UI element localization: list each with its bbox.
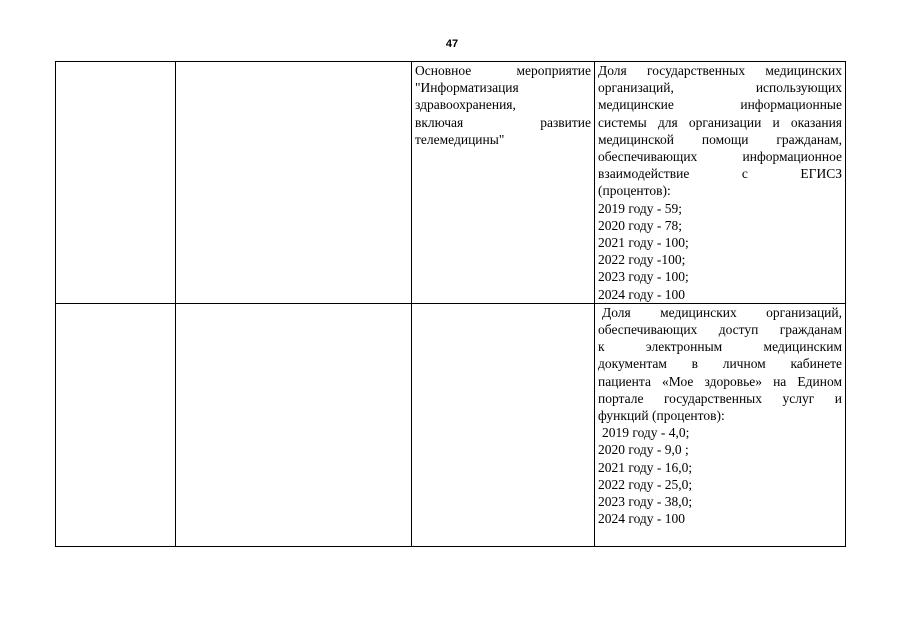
page-number: 47 <box>445 38 459 50</box>
table-cell-activity <box>412 62 595 304</box>
text-line: взаимодействие с ЕГИСЗ <box>598 166 842 182</box>
table-cell-indicator <box>595 62 846 304</box>
text-line: 2019 году - 59; <box>598 200 683 216</box>
table-cell-col2 <box>176 303 412 546</box>
table-cell-indicator <box>595 303 846 546</box>
text-line: "Информатизация <box>415 80 519 96</box>
text-line: 2024 году - 100 <box>598 511 686 527</box>
text-line: документам в личном кабинете <box>598 356 842 372</box>
text-line: телемедицины" <box>415 131 505 147</box>
text-line: обеспечивающих информационное <box>598 149 842 165</box>
table-row <box>56 62 846 304</box>
measures-table <box>55 61 846 547</box>
text-line: портале государственных услуг и <box>598 390 842 406</box>
text-line: медицинские информационные <box>598 97 842 113</box>
text-line: 2023 году - 38,0; <box>598 494 693 510</box>
text-line: функций (процентов): <box>598 408 725 424</box>
text-line: 2023 году - 100; <box>598 269 689 285</box>
text-line: пациента «Мое здоровье» на Едином <box>598 373 842 389</box>
text-line: 2020 году - 9,0 ; <box>598 442 689 458</box>
text-line: Доля медицинских организаций, <box>602 304 842 320</box>
text-line: 2020 году - 78; <box>598 217 683 233</box>
text-line: 2021 году - 16,0; <box>598 459 693 475</box>
text-line: к электронным медицинским <box>598 339 842 355</box>
text-line: 2019 году - 4,0; <box>602 425 690 441</box>
text-line: Доля государственных медицинских <box>598 63 842 78</box>
table-cell-col1 <box>56 62 176 304</box>
table-cell-activity <box>412 303 595 546</box>
text-line: включая развитие <box>415 114 591 130</box>
text-line: обеспечивающих доступ гражданам <box>598 322 842 338</box>
table-cell-col2 <box>176 62 412 304</box>
text-line: системы для организации и оказания <box>598 114 842 130</box>
text-line: 2022 году -100; <box>598 252 686 268</box>
text-line: здравоохранения, <box>415 97 516 113</box>
table-row <box>56 303 846 546</box>
text-line: 2022 году - 25,0; <box>598 476 693 492</box>
text-line: 2024 году - 100 <box>598 286 686 302</box>
text-line: медицинской помощи гражданам, <box>598 131 842 147</box>
text-line: (процентов): <box>598 183 671 199</box>
table-cell-col1 <box>56 303 176 546</box>
text-line: организаций, использующих <box>598 80 842 96</box>
text-line: 2021 году - 100; <box>598 235 689 251</box>
text-line: Основное мероприятие <box>415 63 591 78</box>
